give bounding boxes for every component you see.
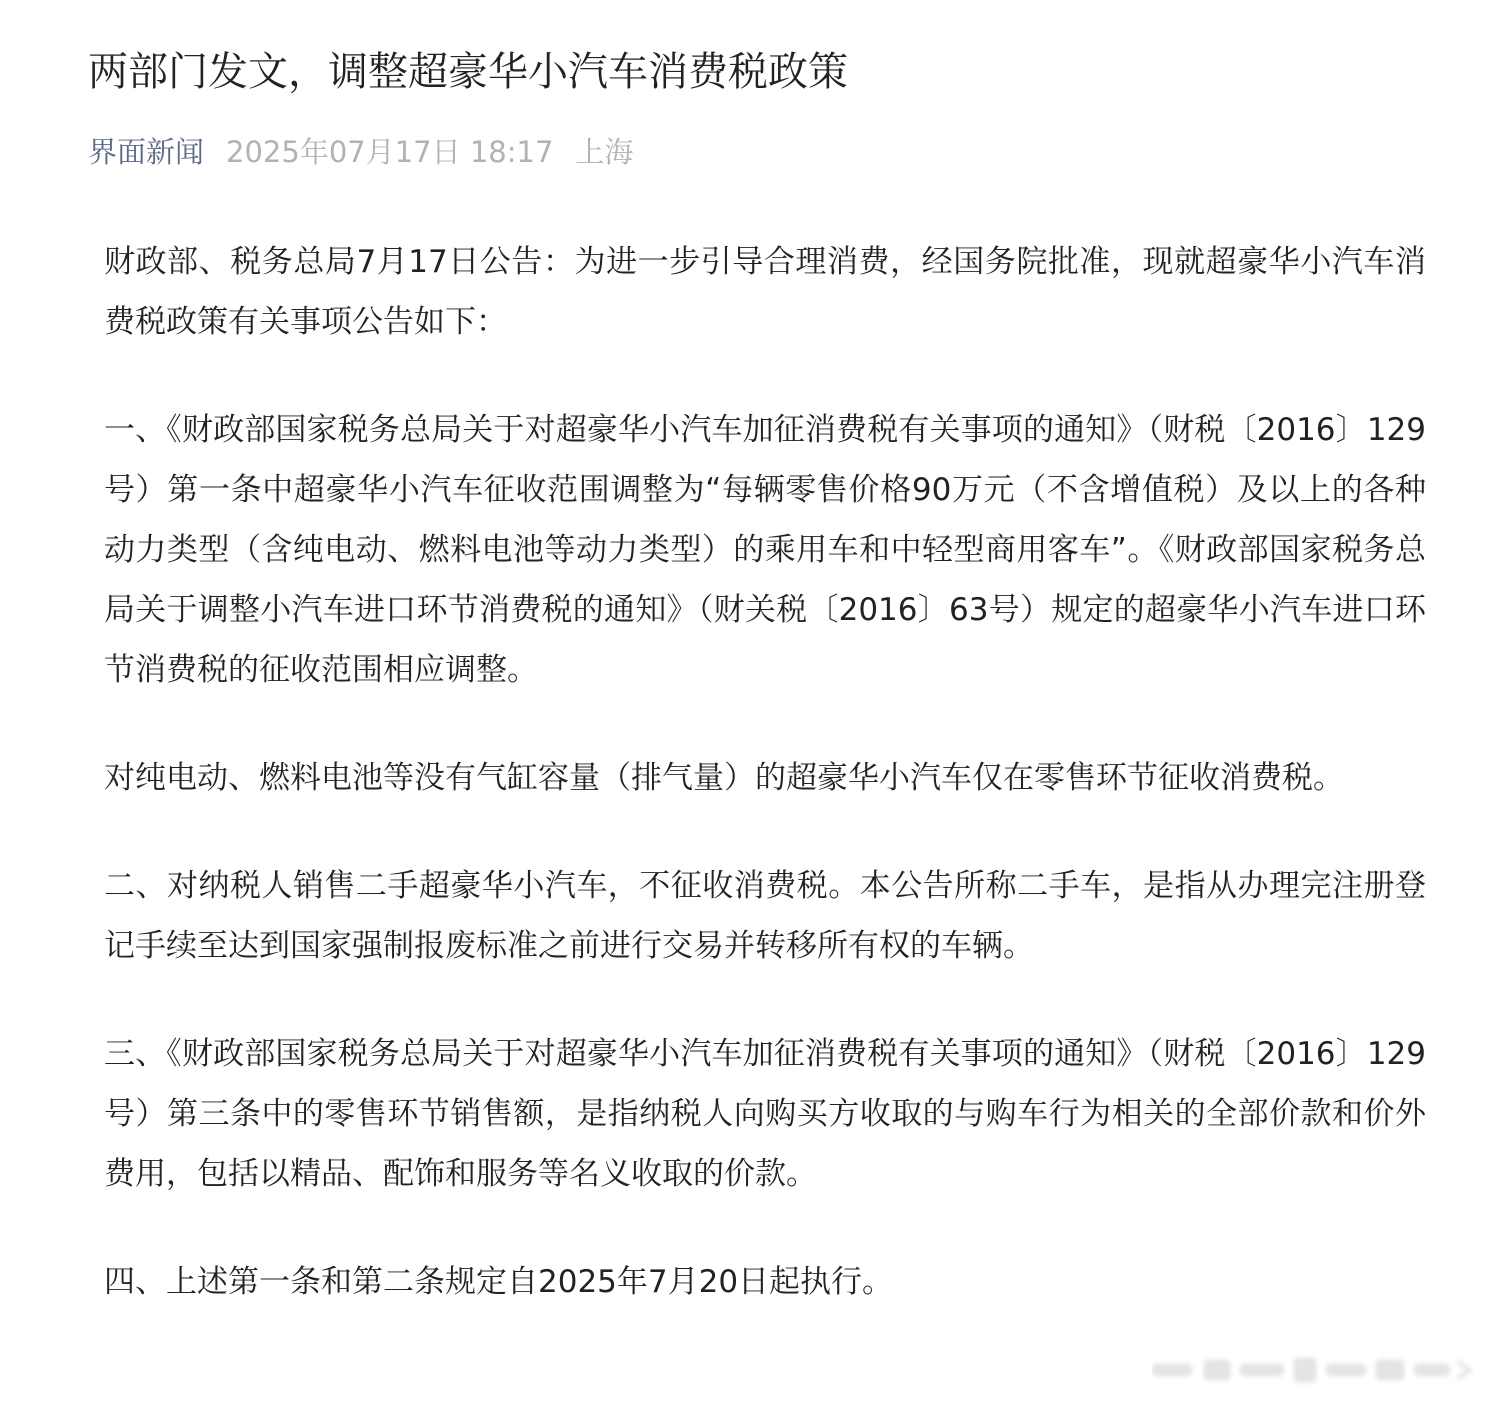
publish-location: 上海 <box>575 134 634 169</box>
watermark-graphic <box>1152 1348 1482 1392</box>
blurred-watermark-icon <box>1152 1348 1482 1392</box>
paragraph-intro: 财政部、税务总局7月17日公告：为进一步引导合理消费，经国务院批准，现就超豪华小汽车消费税政策有关事项公告如下： <box>104 244 1426 340</box>
paragraph-item-3: 三、《财政部国家税务总局关于对超豪华小汽车加征消费税有关事项的通知》（财税〔2016〕129号）第三条中的零售环节销售额，是指纳税人向购买方收取的与购车行为相关的全部价款和价外费用，包括以精品、配饰和服务等名义收取的价款。 <box>104 1036 1426 1192</box>
source-link[interactable]: 界面新闻 <box>88 134 205 169</box>
publish-datetime: 2025年07月17日 18:17 <box>226 134 554 169</box>
article-body <box>104 232 1426 1312</box>
paragraph-item-2: 二、对纳税人销售二手超豪华小汽车，不征收消费税。本公告所称二手车，是指从办理完注册登记手续至达到国家强制报废标准之前进行交易并转移所有权的车辆。 <box>104 868 1426 964</box>
article-title: 两部门发文，调整超豪华小汽车消费税政策 <box>88 49 848 95</box>
article-meta <box>88 128 633 172</box>
paragraph-item-1: 一、《财政部国家税务总局关于对超豪华小汽车加征消费税有关事项的通知》（财税〔2016〕129号）第一条中超豪华小汽车征收范围调整为“每辆零售价格90万元（不含增值税）及以上的各种动力类型（含纯电动、燃料电池等动力类型）的乘用车和中轻型商用客车”。《财政部国家税务总局关于调整小汽车进口环节消费税的通知》（财关税〔2016〕63号）规定的超豪华小汽车进口环节消费税的征收范围相应调整。 <box>104 412 1426 688</box>
paragraph-item-4: 四、上述第一条和第二条规定自2025年7月20日起执行。 <box>104 1264 894 1300</box>
paragraph-item-1-note: 对纯电动、燃料电池等没有气缸容量（排气量）的超豪华小汽车仅在零售环节征收消费税。 <box>104 760 1344 796</box>
